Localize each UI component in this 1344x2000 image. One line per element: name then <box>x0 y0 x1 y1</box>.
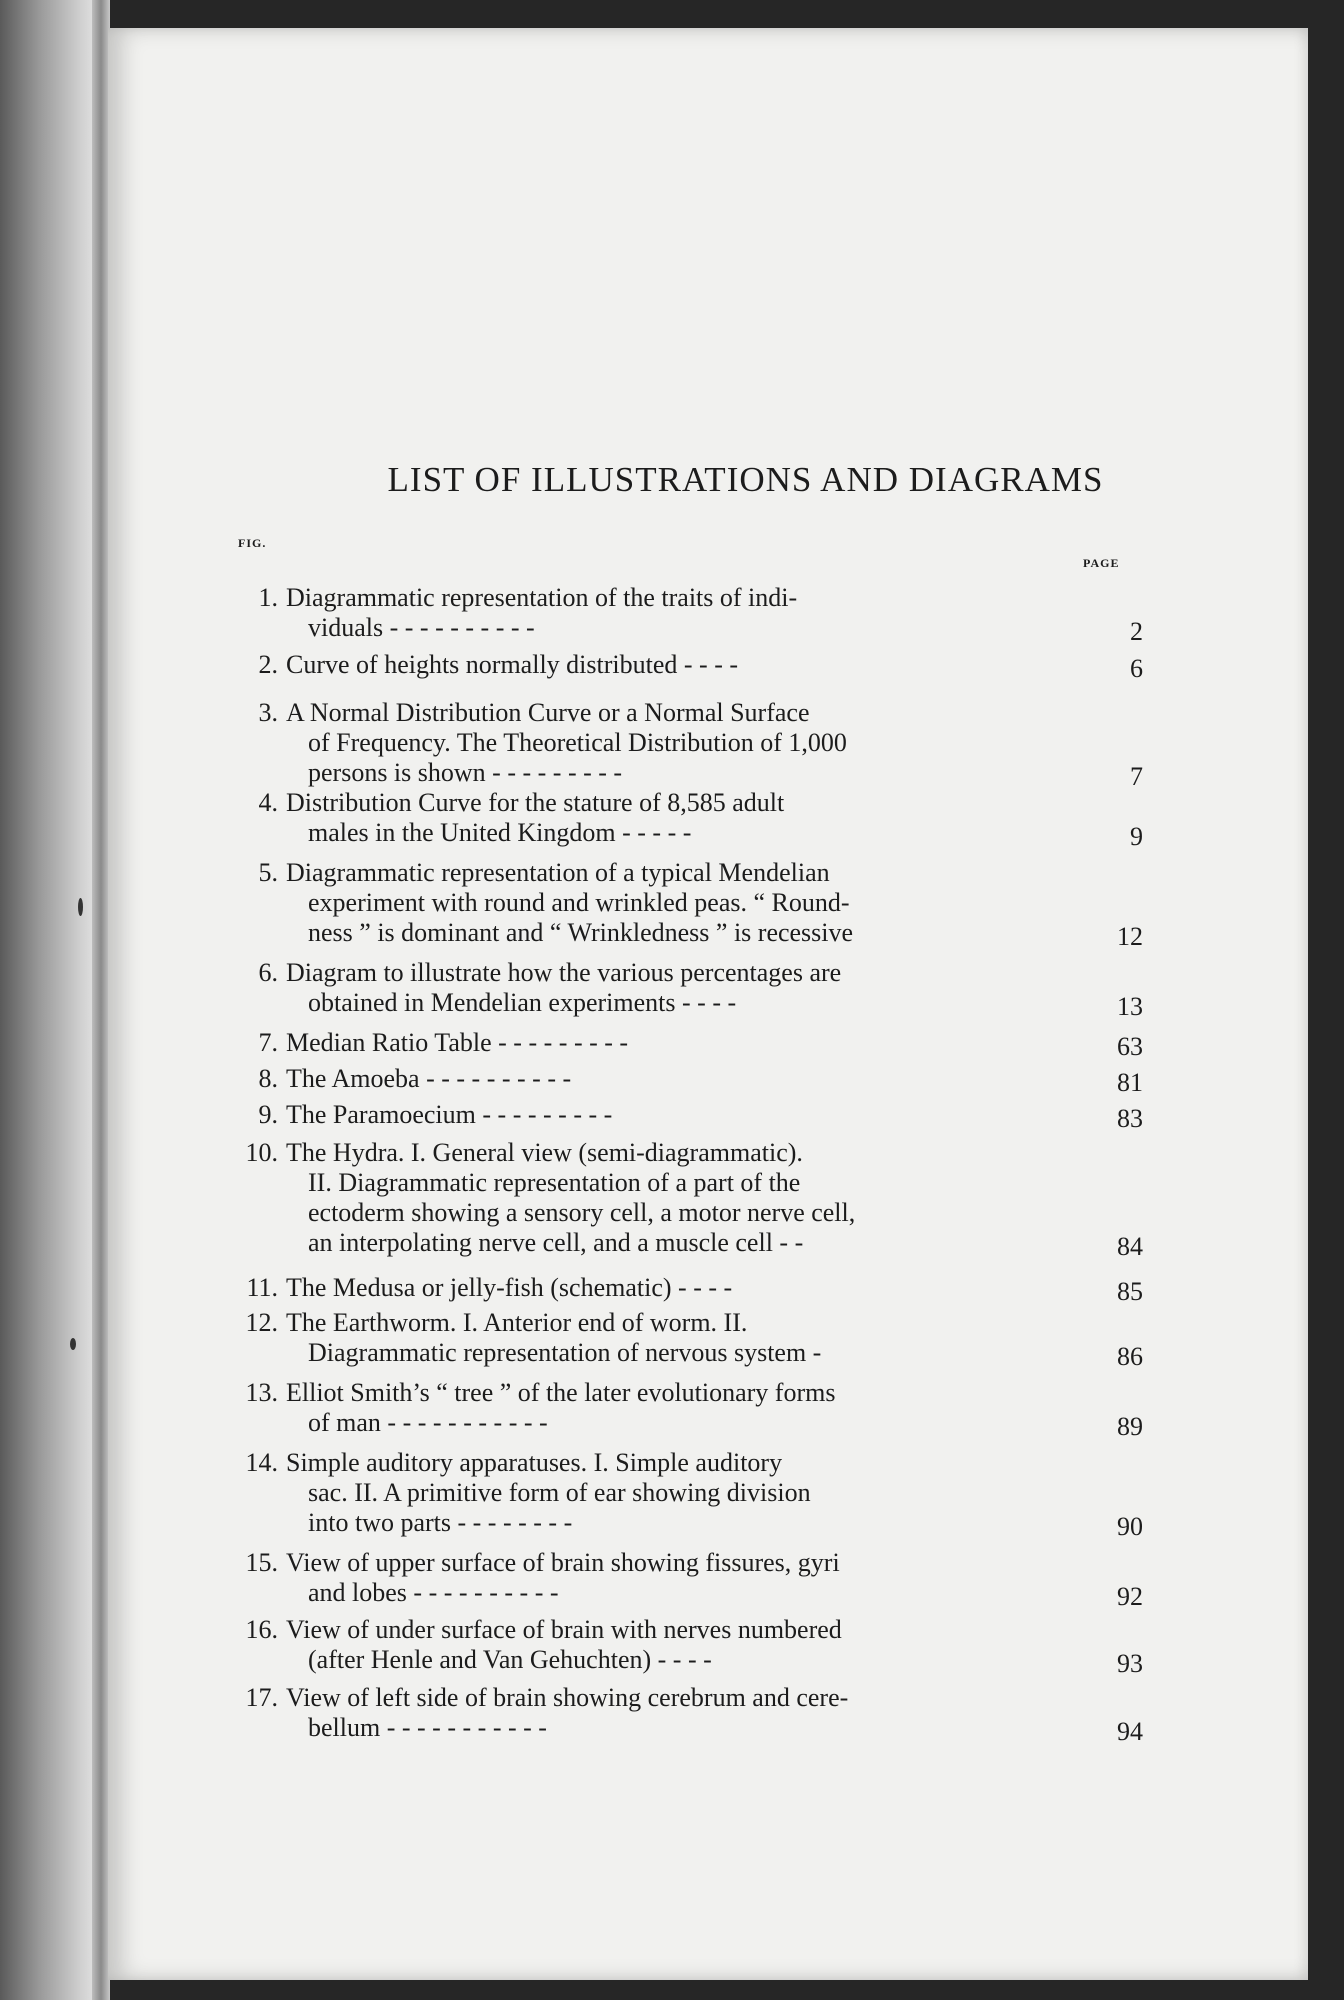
caption-line: Simple auditory apparatuses. I. Simple auditory <box>286 1448 783 1477</box>
list-item <box>238 1028 1178 1061</box>
page-number: 94 <box>1117 1717 1143 1746</box>
page-number: 13 <box>1117 992 1143 1021</box>
list-item <box>238 1064 1178 1097</box>
figure-caption <box>286 1378 1066 1438</box>
list-item <box>238 1683 1178 1746</box>
figure-number: 6. <box>258 958 278 987</box>
caption-line: II. Diagrammatic representation of a part of the <box>308 1168 801 1197</box>
figure-number: 4. <box>258 788 278 817</box>
caption-line: an interpolating nerve cell, and a muscle cell - - <box>308 1228 804 1257</box>
page-number: 93 <box>1117 1649 1143 1678</box>
figure-caption <box>286 958 1066 1018</box>
figure-number: 13. <box>245 1378 278 1407</box>
figure-number: 16. <box>245 1615 278 1644</box>
caption-line: sac. II. A primitive form of ear showing division <box>308 1478 811 1507</box>
caption-line: ectoderm showing a sensory cell, a motor nerve cell, <box>308 1198 856 1227</box>
caption-line: viduals - - - - - - - - - - <box>308 613 535 642</box>
page-number: 86 <box>1117 1342 1143 1371</box>
caption-line: obtained in Mendelian experiments - - - - <box>308 988 737 1017</box>
figure-caption <box>286 650 1066 680</box>
list-item <box>238 1448 1178 1541</box>
list-item <box>238 1378 1178 1441</box>
caption-line: The Earthworm. I. Anterior end of worm. II. <box>286 1308 748 1337</box>
book-page <box>108 28 1308 1980</box>
page-number: 63 <box>1117 1032 1143 1061</box>
caption-line: Diagrammatic representation of a typical Mendelian <box>286 858 830 887</box>
figure-number: 11. <box>246 1273 278 1302</box>
figure-number: 5. <box>258 858 278 887</box>
figure-number: 15. <box>245 1548 278 1577</box>
figure-caption <box>286 1273 1066 1303</box>
figure-number: 8. <box>258 1064 278 1093</box>
figure-number: 17. <box>245 1683 278 1712</box>
caption-line: persons is shown - - - - - - - - - <box>308 758 623 787</box>
figure-caption <box>286 1615 1066 1675</box>
illustrations-list <box>238 28 1238 1980</box>
figure-number: 1. <box>258 583 278 612</box>
caption-line: into two parts - - - - - - - - <box>308 1508 573 1537</box>
list-item <box>238 858 1178 951</box>
page-number: 89 <box>1117 1412 1143 1441</box>
page-number: 7 <box>1130 762 1143 791</box>
fig-column-header: FIG. <box>238 536 267 550</box>
figure-caption <box>286 1138 1066 1258</box>
figure-number: 9. <box>258 1100 278 1129</box>
figure-caption <box>286 1448 1066 1538</box>
caption-line: bellum - - - - - - - - - - - <box>308 1713 547 1742</box>
caption-line: (after Henle and Van Gehuchten) - - - - <box>308 1645 712 1674</box>
page-number: 6 <box>1130 654 1143 683</box>
caption-line: of Frequency. The Theoretical Distribution of 1,000 <box>308 728 847 757</box>
caption-line: males in the United Kingdom - - - - - <box>308 818 692 847</box>
caption-line: Diagrammatic representation of nervous system - <box>308 1338 822 1367</box>
figure-caption <box>286 1308 1066 1368</box>
figure-caption <box>286 698 1066 788</box>
list-item <box>238 1100 1178 1133</box>
caption-line: Curve of heights normally distributed - - - - <box>286 650 739 679</box>
caption-line: of man - - - - - - - - - - - <box>308 1408 548 1437</box>
caption-line: experiment with round and wrinkled peas. “ Round- <box>308 888 850 917</box>
figure-caption <box>286 1548 1066 1608</box>
page-number: 2 <box>1130 617 1143 646</box>
caption-line: Elliot Smith’s “ tree ” of the later evolutionary forms <box>286 1378 836 1407</box>
list-item <box>238 788 1178 851</box>
caption-line: Distribution Curve for the stature of 8,585 adult <box>286 788 785 817</box>
figure-caption <box>286 788 1066 848</box>
page-number: 12 <box>1117 922 1143 951</box>
ink-fleck <box>78 898 83 916</box>
page-number: 83 <box>1117 1104 1143 1133</box>
figure-caption <box>286 583 1066 643</box>
figure-number: 7. <box>258 1028 278 1057</box>
figure-number: 14. <box>245 1448 278 1477</box>
caption-line: Diagram to illustrate how the various percentages are <box>286 958 842 987</box>
page-number: 9 <box>1130 822 1143 851</box>
caption-line: The Paramoecium - - - - - - - - - <box>286 1100 613 1129</box>
caption-line: ness ” is dominant and “ Wrinkledness ” is recessive <box>308 918 854 947</box>
caption-line: The Medusa or jelly-fish (schematic) - - - - <box>286 1273 733 1302</box>
page-number: 92 <box>1117 1582 1143 1611</box>
figure-caption <box>286 1028 1066 1058</box>
list-item <box>238 1273 1178 1306</box>
facing-page-edge <box>0 0 100 2000</box>
caption-line: A Normal Distribution Curve or a Normal Surface <box>286 698 810 727</box>
figure-caption <box>286 858 1066 948</box>
caption-line: View of left side of brain showing cerebrum and cere- <box>286 1683 849 1712</box>
caption-line: The Amoeba - - - - - - - - - - <box>286 1064 572 1093</box>
list-item <box>238 583 1178 646</box>
list-item <box>238 698 1178 791</box>
page-number: 90 <box>1117 1512 1143 1541</box>
ink-fleck <box>70 1338 76 1350</box>
caption-line: Diagrammatic representation of the traits of indi- <box>286 583 798 612</box>
list-item <box>238 1308 1178 1371</box>
caption-line: View of upper surface of brain showing fissures, gyri <box>286 1548 840 1577</box>
caption-line: View of under surface of brain with nerves numbered <box>286 1615 842 1644</box>
list-item <box>238 1615 1178 1678</box>
page-number: 85 <box>1117 1277 1143 1306</box>
page-number: 84 <box>1117 1232 1143 1261</box>
page-title: LIST OF ILLUSTRATIONS AND DIAGRAMS <box>387 460 1104 499</box>
figure-caption <box>286 1100 1066 1130</box>
caption-line: The Hydra. I. General view (semi-diagrammatic). <box>286 1138 803 1167</box>
page-number: 81 <box>1117 1068 1143 1097</box>
figure-caption <box>286 1683 1066 1743</box>
caption-line: Median Ratio Table - - - - - - - - - <box>286 1028 629 1057</box>
list-item <box>238 650 1178 683</box>
list-item <box>238 1138 1178 1261</box>
figure-number: 10. <box>245 1138 278 1167</box>
figure-number: 12. <box>245 1308 278 1337</box>
figure-caption <box>286 1064 1066 1094</box>
figure-number: 2. <box>258 650 278 679</box>
caption-line: and lobes - - - - - - - - - - <box>308 1578 559 1607</box>
figure-number: 3. <box>258 698 278 727</box>
list-item <box>238 1548 1178 1611</box>
list-item <box>238 958 1178 1021</box>
page-column-header: PAGE <box>1083 556 1120 570</box>
